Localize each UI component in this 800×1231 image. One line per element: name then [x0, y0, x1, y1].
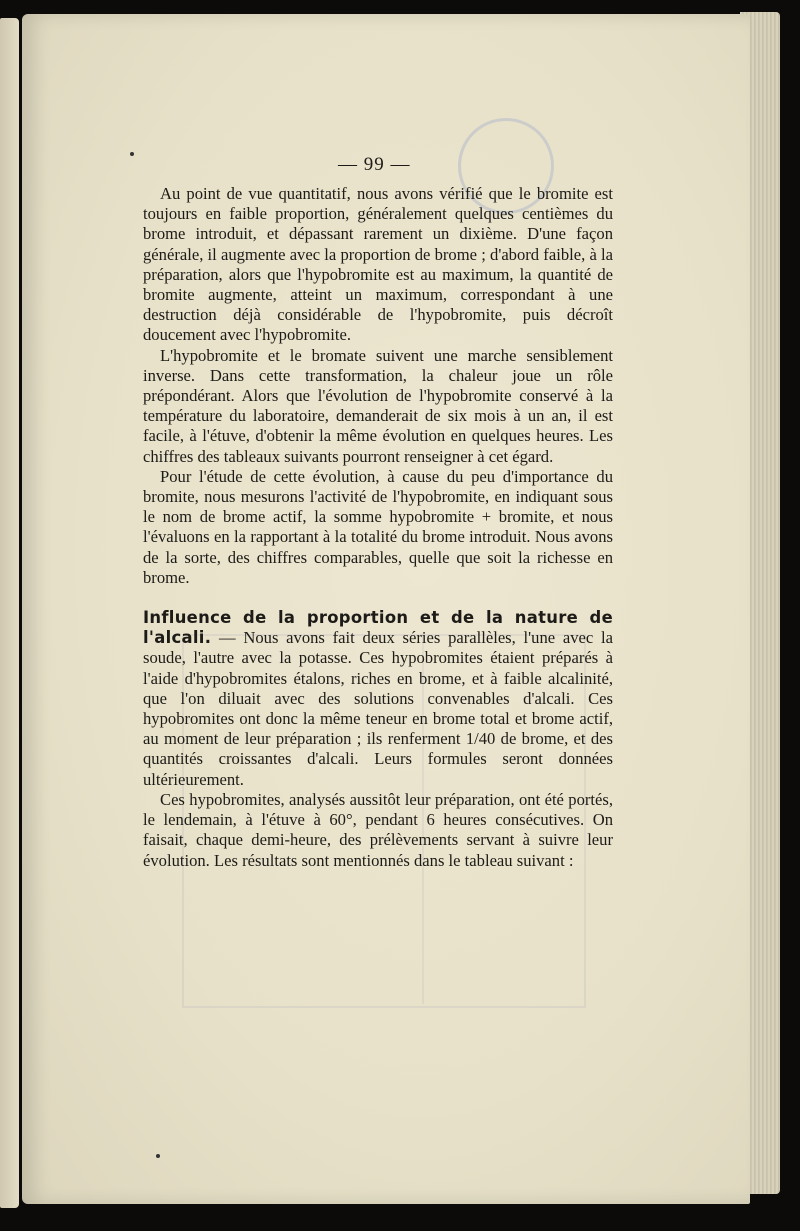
page-number: — 99 —	[338, 154, 411, 175]
body-text	[143, 184, 613, 871]
section-heading: Influence de la proportion et de la nature de l'alcali.	[143, 608, 613, 648]
paragraph: Pour l'étude de cette évolution, à cause du peu d'importance du bromite, nous mesurons l'activité de l'hypobromite, en indiquant sous le nom de brome actif, la somme hypobromite + bromite, et nous l'évaluons en la rapportant à la totalité du brome introduit. Nous avons de la sorte, des chiffres comparables, quelle que soit la richesse en brome.	[143, 466, 613, 587]
ink-speck	[130, 152, 134, 156]
paragraph: Ces hypobromites, analysés aussitôt leur préparation, ont été portés, le lendemain, à l'étuve à 60°, pendant 6 heures consécutives. On faisait, chaque demi-heure, des prélèvements servant à suivre leur évolution. Les résultats sont mentionnés dans le tableau suivant :	[143, 789, 613, 870]
paragraph: L'hypobromite et le bromate suivent une marche sensiblement inverse. Dans cette transformation, la chaleur joue un rôle prépondérant. Alors que l'évolution de l'hypobromite conservé à la température du laboratoire, demanderait de six mois à un an, il est facile, à l'étuve, d'obtenir la même évolution en quelques heures. Les chiffres des tableaux suivants pourront renseigner à cet égard.	[143, 345, 613, 466]
section-paragraph	[143, 608, 613, 790]
paragraph: Au point de vue quantitatif, nous avons vérifié que le bromite est toujours en faible proportion, généralement quelques centièmes du brome introduit, et dépassant rarement un dixième. D'une façon générale, il augmente avec la proportion de brome ; d'abord faible, à la préparation, alors que l'hypobromite est au maximum, la quantité de bromite augmente, atteint un maximum, correspondant à une destruction déjà considérable de l'hypobromite, puis décroît doucement avec l'hypobromite.	[143, 184, 613, 345]
left-page-edge	[0, 18, 19, 1208]
section-body: — Nous avons fait deux séries parallèles, l'une avec la soude, l'autre avec la potasse. Ces hypobromites étaient préparés à l'aide d'hypobromites étalons, riches en brome, et à faible alcalinité, que l'on diluait avec des solutions convenables d'alcali. Ces hypobromites ont donc la même teneur en brome total et brome actif, au moment de leur préparation ; ils renferment 1/40 de brome, et des quantités croissantes d'alcali. Leurs formules seront données ultérieurement.	[143, 628, 613, 789]
ink-speck	[156, 1154, 160, 1158]
